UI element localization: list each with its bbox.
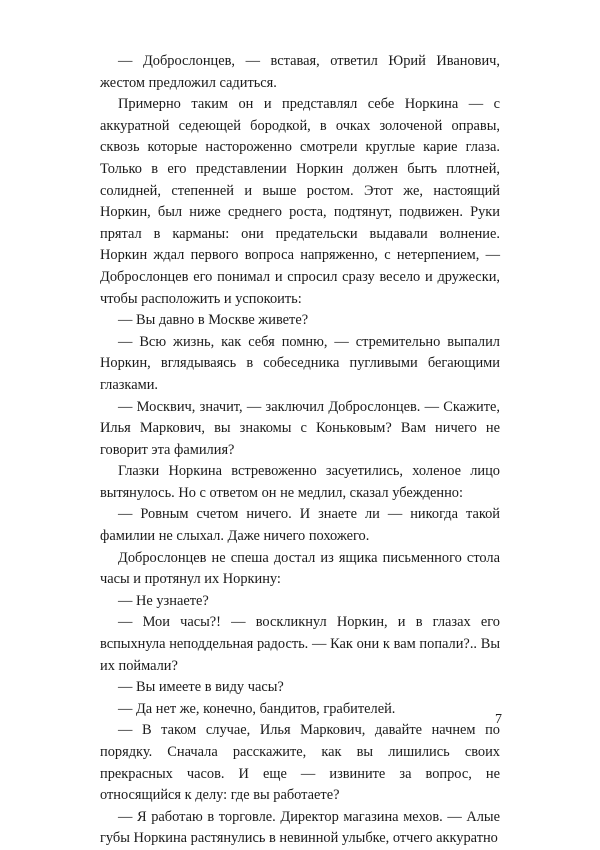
- paragraph: — Я работаю в торговле. Директор магазина мехов. — Алые губы Норкина растянулись в невинной улыбке, отчего аккуратно: [100, 808, 500, 847]
- paragraph: — Мои часы?! — воскликнул Норкин, и в глазах его вспыхнула неподдельная радость. — Как они к вам попали?.. Вы их поймали?: [100, 614, 500, 674]
- paragraph: — Всю жизнь, как себя помню, — стремительно выпалил Норкин, вглядываясь в собеседника пугливыми бегающими глазками.: [100, 333, 500, 393]
- paragraph: — Москвич, значит, — заключил Доброслонцев. — Скажите, Илья Маркович, вы знакомы с Коньковым? Вам ничего не говорит эта фамилия?: [100, 398, 500, 458]
- paragraph: Примерно таким он и представлял себе Норкина — с аккуратной седеющей бородкой, в очках золоченой оправы, сквозь которые настороженно смотрели круглые карие глаза. Только в его представлении Норкин должен быть плотней, солидней, степенней и выше ростом. Этот же, настоящий Норкин, был ниже среднего роста, подтянут, подвижен. Руки прятал в карманы: они предательски выдавали волнение. Норкин ждал первого вопроса напряженно, с нетерпением, — Доброслонцев его понимал и спросил сразу весело и дружески, чтобы расположить и успокоить:: [100, 96, 500, 307]
- paragraph: Глазки Норкина встревоженно засуетились, холеное лицо вытянулось. Но с ответом он не медлил, сказал убежденно:: [100, 463, 500, 501]
- paragraph: — В таком случае, Илья Маркович, давайте начнем по порядку. Сначала расскажите, как вы лишились своих прекрасных часов. И еще — извините за вопрос, не относящийся к делу: где вы работаете?: [100, 722, 500, 804]
- paragraph: — Вы имеете в виду часы?: [118, 679, 284, 696]
- paragraph: — Вы давно в Москве живете?: [118, 312, 309, 329]
- paragraph: — Ровным счетом ничего. И знаете ли — никогда такой фамилии не слыхал. Даже ничего похожего.: [100, 506, 500, 545]
- paragraph: Доброслонцев не спеша достал из ящика письменного стола часы и протянул их Норкину:: [100, 549, 500, 588]
- paragraph: — Доброслонцев, — вставая, ответил Юрий Иванович, жестом предложил садиться.: [100, 53, 500, 91]
- paragraph: — Не узнаете?: [118, 592, 209, 609]
- paragraph: — Да нет же, конечно, бандитов, грабителей.: [118, 700, 396, 717]
- body-text: [100, 51, 500, 850]
- page-number: 7: [495, 712, 502, 727]
